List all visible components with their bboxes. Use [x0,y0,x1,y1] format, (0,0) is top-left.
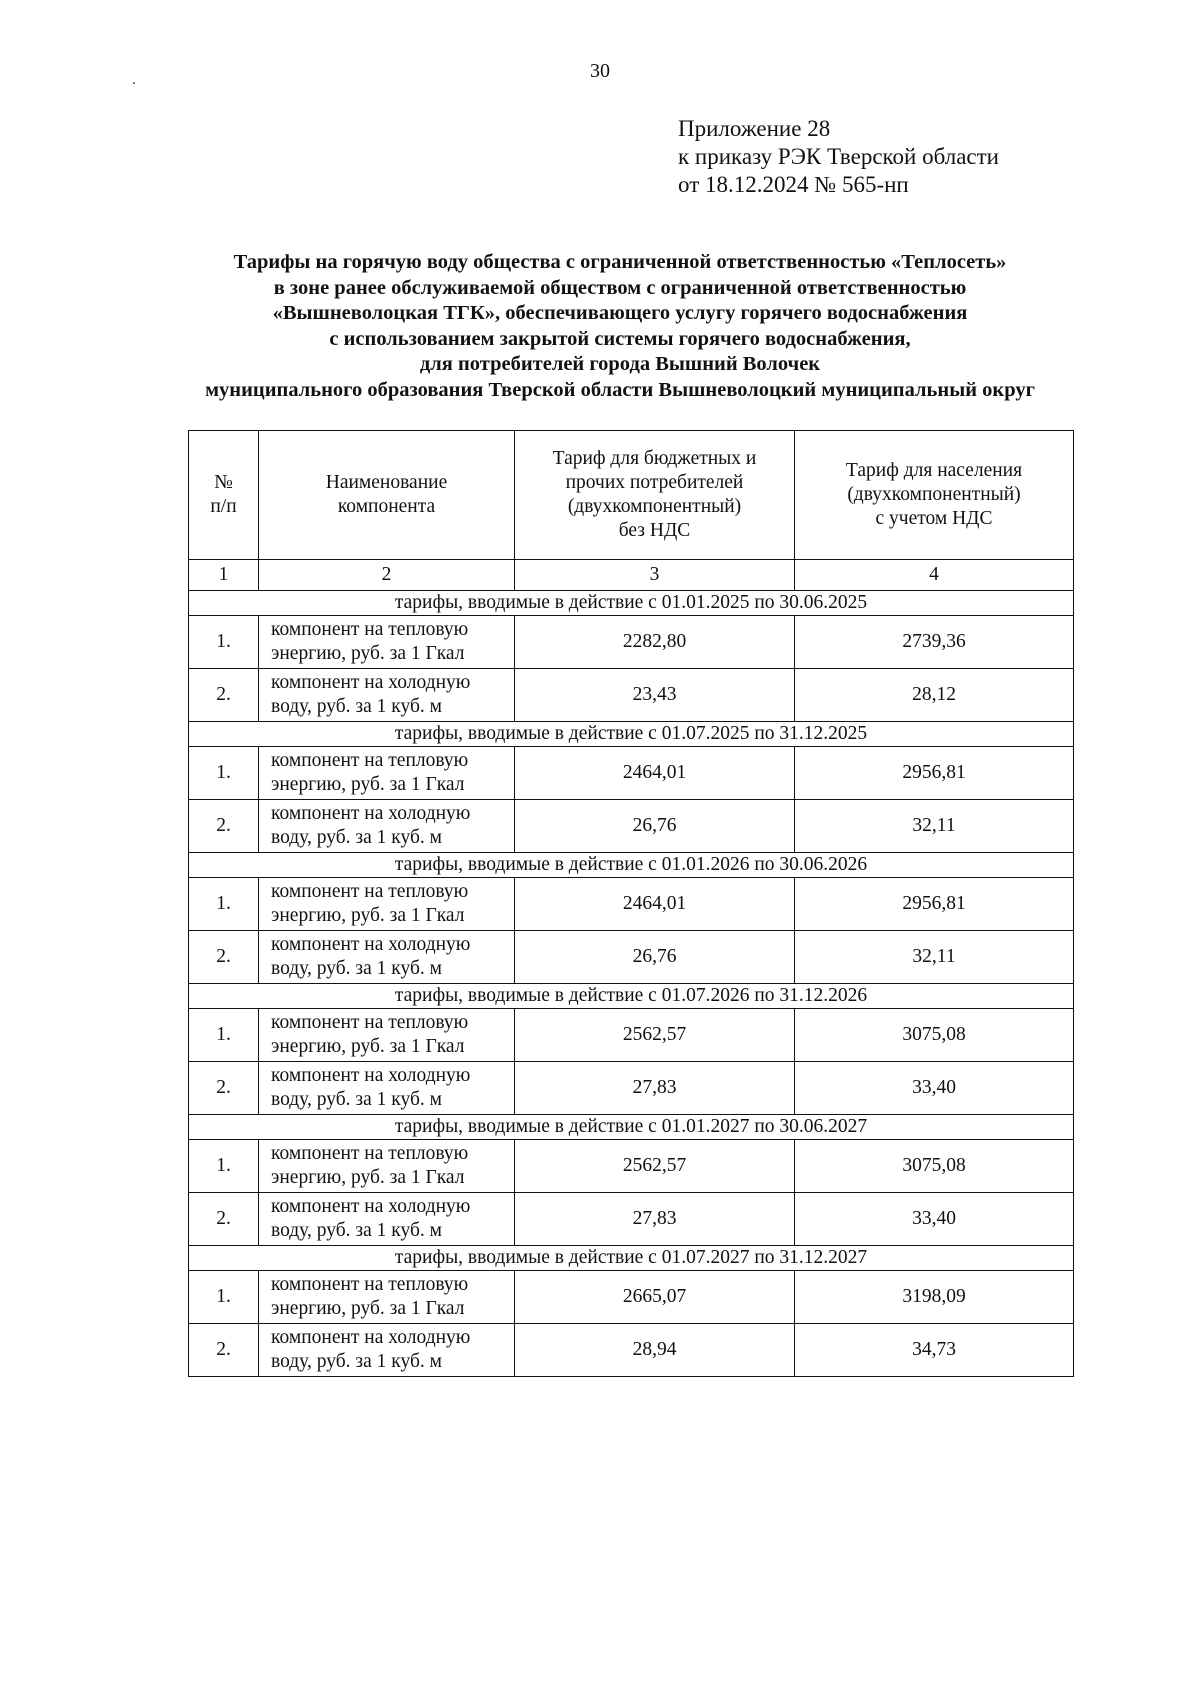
population-tariff-value: 32,11 [795,800,1074,853]
component-name-line: воду, руб. за 1 куб. м [271,696,442,717]
period-label: тарифы, вводимые в действие с 01.07.2026 по 31.12.2026 [189,984,1074,1009]
budget-tariff-value: 26,76 [515,931,795,984]
population-tariff-value: 28,12 [795,669,1074,722]
component-name-line: компонент на тепловую [271,619,469,640]
component-name [259,1062,515,1115]
period-label: тарифы, вводимые в действие с 01.01.2026 по 30.06.2026 [189,853,1074,878]
component-name-line: энергию, руб. за 1 Гкал [271,1167,465,1188]
population-tariff-value: 33,40 [795,1193,1074,1246]
table-row [189,669,1074,722]
component-name [259,616,515,669]
population-tariff-value: 3198,09 [795,1271,1074,1324]
component-name-line: воду, руб. за 1 куб. м [271,1089,442,1110]
component-name-line: компонент на тепловую [271,881,469,902]
column-number: 4 [795,560,1074,591]
component-name-line: энергию, руб. за 1 Гкал [271,1036,465,1057]
table-row [189,747,1074,800]
component-name [259,669,515,722]
component-name [259,747,515,800]
table-row [189,1271,1074,1324]
period-row [189,722,1074,747]
budget-tariff-value: 27,83 [515,1193,795,1246]
table-row [189,1062,1074,1115]
header-num: № п/п [189,431,259,560]
period-row [189,591,1074,616]
period-label: тарифы, вводимые в действие с 01.07.2025 по 31.12.2025 [189,722,1074,747]
budget-tariff-value: 2464,01 [515,747,795,800]
header-name: Наименование компонента [259,431,515,560]
component-name-line: компонент на холодную [271,1065,471,1086]
component-name [259,1271,515,1324]
period-row [189,1115,1074,1140]
component-name [259,1009,515,1062]
row-number: 2. [189,931,259,984]
table-row [189,616,1074,669]
component-name-line: компонент на тепловую [271,1012,469,1033]
table-row [189,931,1074,984]
component-name-line: компонент на тепловую [271,750,469,771]
page-number: 30 [590,60,610,82]
population-tariff-value: 3075,08 [795,1009,1074,1062]
component-name-line: компонент на холодную [271,934,471,955]
component-name [259,1324,515,1377]
component-name [259,1140,515,1193]
row-number: 1. [189,878,259,931]
population-tariff-value: 3075,08 [795,1140,1074,1193]
component-name-line: компонент на холодную [271,803,471,824]
column-number-row [189,560,1074,591]
component-name [259,878,515,931]
title-line: в зоне ранее обслуживаемой обществом с ограниченной ответственностью [273,276,967,299]
table-row [189,800,1074,853]
budget-tariff-value: 26,76 [515,800,795,853]
row-number: 2. [189,1193,259,1246]
component-name [259,800,515,853]
title-line: муниципального образования Тверской области Вышневолоцкий муниципальный округ [205,378,1035,401]
row-number: 1. [189,1271,259,1324]
table-header-row [189,431,1074,560]
title-line: «Вышневолоцкая ТГК», обеспечивающего услугу горячего водоснабжения [272,302,968,324]
budget-tariff-value: 2562,57 [515,1009,795,1062]
component-name [259,931,515,984]
appendix-line: к приказу РЭК Тверской области [678,144,999,169]
row-number: 1. [189,747,259,800]
header-budget-tariff: Тариф для бюджетных и прочих потребителей (двухкомпонентный) без НДС [515,431,795,560]
budget-tariff-value: 2562,57 [515,1140,795,1193]
component-name-line: энергию, руб. за 1 Гкал [271,905,465,926]
budget-tariff-value: 28,94 [515,1324,795,1377]
budget-tariff-value: 23,43 [515,669,795,722]
budget-tariff-value: 2665,07 [515,1271,795,1324]
tariff-table [188,430,1074,1377]
appendix-line: Приложение 28 [678,116,831,141]
period-row [189,984,1074,1009]
scan-speck [133,82,135,84]
component-name-line: компонент на холодную [271,1196,471,1217]
period-row [189,853,1074,878]
population-tariff-value: 32,11 [795,931,1074,984]
component-name-line: компонент на холодную [271,672,471,693]
component-name-line: компонент на холодную [271,1327,471,1348]
budget-tariff-value: 27,83 [515,1062,795,1115]
table-row [189,1324,1074,1377]
row-number: 2. [189,800,259,853]
document-title [150,250,1090,403]
component-name [259,1193,515,1246]
component-name-line: энергию, руб. за 1 Гкал [271,774,465,795]
population-tariff-value: 33,40 [795,1062,1074,1115]
column-number: 1 [189,560,259,591]
period-row [189,1246,1074,1271]
header-population-tariff: Тариф для населения (двухкомпонентный) с учетом НДС [795,431,1074,560]
row-number: 1. [189,1009,259,1062]
component-name-line: воду, руб. за 1 куб. м [271,1351,442,1372]
appendix-line: от 18.12.2024 № 565-нп [678,172,909,197]
component-name-line: воду, руб. за 1 куб. м [271,1220,442,1241]
title-line: с использованием закрытой системы горячего водоснабжения, [329,327,911,350]
population-tariff-value: 2956,81 [795,747,1074,800]
budget-tariff-value: 2464,01 [515,878,795,931]
title-line: для потребителей города Вышний Волочек [419,353,821,375]
component-name-line: компонент на тепловую [271,1274,469,1295]
period-label: тарифы, вводимые в действие с 01.01.2027 по 30.06.2027 [189,1115,1074,1140]
title-line: Тарифы на горячую воду общества с ограниченной ответственностью «Теплосеть» [233,251,1007,273]
component-name-line: энергию, руб. за 1 Гкал [271,643,465,664]
row-number: 2. [189,1062,259,1115]
population-tariff-value: 34,73 [795,1324,1074,1377]
row-number: 1. [189,616,259,669]
component-name-line: компонент на тепловую [271,1143,469,1164]
row-number: 1. [189,1140,259,1193]
table-row [189,878,1074,931]
column-number: 3 [515,560,795,591]
column-number: 2 [259,560,515,591]
period-label: тарифы, вводимые в действие с 01.01.2025 по 30.06.2025 [189,591,1074,616]
component-name-line: воду, руб. за 1 куб. м [271,958,442,979]
period-label: тарифы, вводимые в действие с 01.07.2027 по 31.12.2027 [189,1246,1074,1271]
budget-tariff-value: 2282,80 [515,616,795,669]
table-row [189,1009,1074,1062]
population-tariff-value: 2739,36 [795,616,1074,669]
appendix-block [678,115,999,199]
row-number: 2. [189,1324,259,1377]
table-row [189,1140,1074,1193]
component-name-line: воду, руб. за 1 куб. м [271,827,442,848]
row-number: 2. [189,669,259,722]
table-row [189,1193,1074,1246]
component-name-line: энергию, руб. за 1 Гкал [271,1298,465,1319]
population-tariff-value: 2956,81 [795,878,1074,931]
